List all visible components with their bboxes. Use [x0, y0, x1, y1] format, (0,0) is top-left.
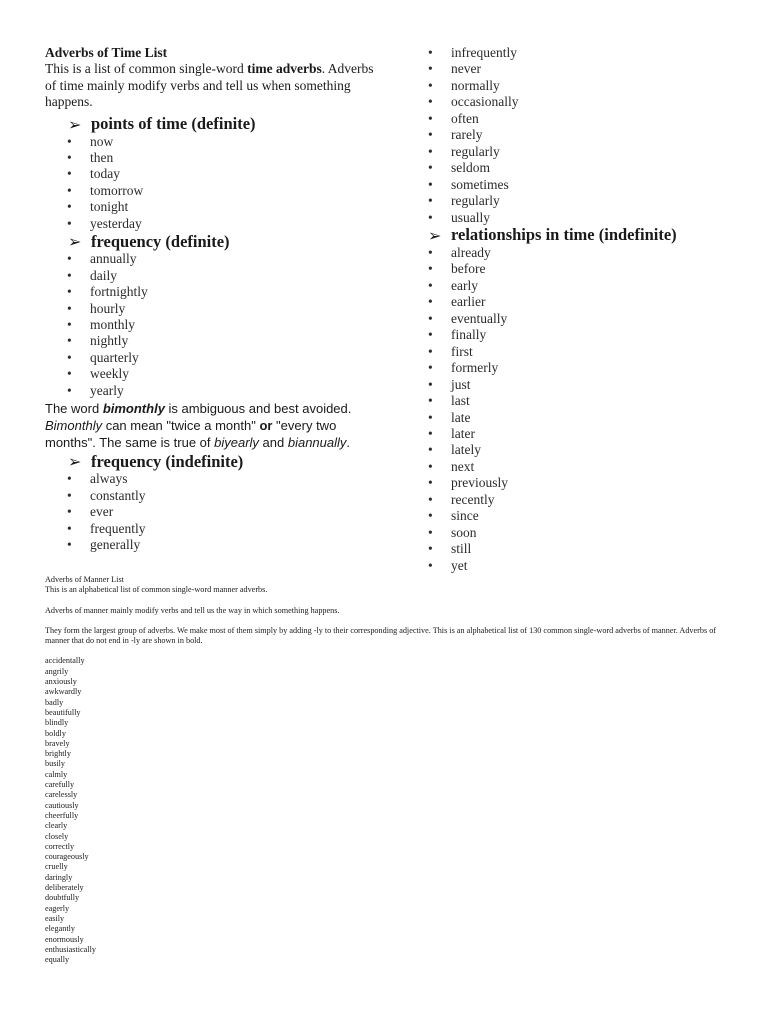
list-item: doubtfully	[45, 893, 80, 903]
list-item: • formerly	[428, 360, 499, 376]
arrow-bullet-icon: ➢	[68, 232, 82, 252]
list-item: • earlier	[428, 294, 486, 310]
heading-label: frequency (definite)	[91, 231, 230, 251]
bullet-icon: •	[67, 133, 72, 149]
list-item: • still	[428, 541, 472, 557]
bullet-icon: •	[428, 310, 433, 326]
bullet-icon: •	[67, 284, 72, 300]
bullet-icon: •	[67, 471, 72, 487]
list-item: courageously	[45, 852, 89, 862]
manner-title: Adverbs of Manner List	[45, 575, 124, 584]
intro-text-end: . Adverbs of time mainly modify verbs and tell us when something happens.	[45, 61, 374, 109]
list-item: cruelly	[45, 862, 68, 872]
list-item: • today	[67, 166, 120, 182]
list-item: elegantly	[45, 924, 76, 934]
bullet-icon: •	[428, 442, 433, 458]
list-item: • infrequently	[428, 45, 517, 60]
list-item: clearly	[45, 821, 68, 831]
list-item: carefully	[45, 780, 75, 790]
manner-paragraph-1: This is an alphabetical list of common single-word manner adverbs.	[45, 585, 268, 595]
bullet-icon: •	[428, 343, 433, 359]
bullet-icon: •	[428, 327, 433, 343]
right-column	[428, 45, 728, 574]
list-item: • last	[428, 393, 470, 409]
heading-frequency-indefinite	[68, 452, 385, 471]
list-item: • weekly	[67, 366, 129, 382]
bullet-icon: •	[67, 149, 72, 165]
list-item: • generally	[67, 537, 141, 553]
bullet-icon: •	[428, 45, 433, 60]
list-item: • before	[428, 261, 486, 277]
heading-frequency-definite	[68, 232, 385, 251]
list-frequency-indefinite-left	[45, 471, 385, 553]
bullet-icon: •	[428, 475, 433, 491]
list-item: easily	[45, 913, 65, 923]
heading-label: frequency (indefinite)	[91, 451, 244, 471]
list-item: eagerly	[45, 903, 70, 913]
bullet-icon: •	[67, 166, 72, 182]
bullet-icon: •	[67, 382, 72, 398]
bullet-icon: •	[428, 360, 433, 376]
bullet-icon: •	[428, 277, 433, 293]
bullet-icon: •	[428, 244, 433, 260]
list-item: cautiously	[45, 800, 79, 810]
intro-text-start: This is a list of common single-word	[45, 61, 248, 76]
bullet-icon: •	[67, 182, 72, 198]
list-item: • usually	[428, 209, 490, 225]
bullet-icon: •	[67, 504, 72, 520]
list-item: • ever	[67, 504, 114, 520]
list-item: • often	[428, 110, 479, 126]
list-item: anxiously	[45, 677, 77, 687]
bullet-icon: •	[428, 458, 433, 474]
list-item: calmly	[45, 769, 68, 779]
list-item: boldly	[45, 728, 66, 738]
bullet-icon: •	[428, 77, 433, 93]
bullet-icon: •	[428, 425, 433, 441]
list-item: • monthly	[67, 317, 136, 333]
list-frequency-definite	[45, 251, 385, 399]
list-item: • recently	[428, 491, 495, 507]
manner-list	[45, 656, 725, 965]
list-item: cheerfully	[45, 810, 79, 820]
list-frequency-indefinite-right	[428, 45, 728, 226]
bullet-icon: •	[428, 541, 433, 557]
arrow-bullet-icon: ➢	[68, 114, 82, 134]
list-item: • yesterday	[67, 215, 142, 231]
list-item: • later	[428, 425, 475, 441]
arrow-bullet-icon: ➢	[68, 452, 82, 472]
list-item: busily	[45, 759, 66, 769]
list-item: • rarely	[428, 127, 483, 143]
page-title: Adverbs of Time List	[45, 45, 168, 60]
bullet-icon: •	[67, 537, 72, 553]
list-item: • yet	[428, 557, 468, 573]
list-item: awkwardly	[45, 687, 82, 697]
list-points-definite	[45, 134, 385, 233]
bullet-icon: •	[428, 160, 433, 176]
list-item: • then	[67, 149, 114, 165]
arrow-bullet-icon: ➢	[428, 225, 442, 245]
list-item: brightly	[45, 749, 71, 759]
bullet-icon: •	[428, 61, 433, 77]
list-relationships-indefinite	[428, 245, 728, 574]
bullet-icon: •	[428, 508, 433, 524]
bullet-icon: •	[428, 261, 433, 277]
list-item: bravely	[45, 738, 70, 748]
bullet-icon: •	[428, 176, 433, 192]
heading-label: relationships in time (indefinite)	[451, 225, 677, 245]
bullet-icon: •	[428, 94, 433, 110]
bullet-icon: •	[67, 487, 72, 503]
list-item: • soon	[428, 524, 477, 540]
bullet-icon: •	[428, 409, 433, 425]
intro-text-bold: time adverbs	[247, 61, 322, 76]
list-item: • never	[428, 61, 481, 77]
list-item: angrily	[45, 666, 69, 676]
list-item: • always	[67, 471, 128, 487]
list-item: • finally	[428, 327, 487, 343]
list-item: • occasionally	[428, 94, 519, 110]
list-item: accidentally	[45, 656, 85, 666]
list-item: • previously	[428, 475, 508, 491]
list-item: • quarterly	[67, 349, 139, 365]
bullet-icon: •	[67, 215, 72, 231]
list-item: • lately	[428, 442, 481, 458]
bullet-icon: •	[67, 349, 72, 365]
list-item: • next	[428, 458, 475, 474]
list-item: • normally	[428, 77, 500, 93]
bullet-icon: •	[428, 376, 433, 392]
bullet-icon: •	[428, 491, 433, 507]
manner-section	[45, 575, 725, 965]
list-item: • early	[428, 277, 478, 293]
left-column	[45, 45, 385, 554]
list-item: • seldom	[428, 160, 490, 176]
bullet-icon: •	[428, 110, 433, 126]
manner-paragraph-3: They form the largest group of adverbs. We make most of them simply by adding -ly to their corresponding adjective. This is an alphabetical list of 130 common single-word adverbs of manner. Adverbs of manner that do not end in -ly are shown in bold.	[45, 625, 717, 646]
bullet-icon: •	[428, 209, 433, 225]
list-item: • hourly	[67, 300, 126, 316]
bullet-icon: •	[67, 520, 72, 536]
bullet-icon: •	[428, 294, 433, 310]
list-item: deliberately	[45, 883, 84, 893]
list-item: • annually	[67, 251, 137, 267]
bullet-icon: •	[67, 333, 72, 349]
heading-relationships-indefinite	[428, 226, 728, 245]
intro-paragraph	[45, 61, 385, 111]
list-item: • already	[428, 244, 491, 260]
bullet-icon: •	[67, 300, 72, 316]
manner-paragraph-2: Adverbs of manner mainly modify verbs and tell us the way in which something happens.	[45, 605, 340, 615]
list-item: • eventually	[428, 310, 508, 326]
bullet-icon: •	[428, 557, 433, 573]
bullet-icon: •	[428, 193, 433, 209]
list-item: • now	[67, 133, 114, 149]
bullet-icon: •	[428, 524, 433, 540]
list-item: enthusiastically	[45, 944, 96, 954]
list-item: • since	[428, 508, 479, 524]
list-item: • first	[428, 343, 473, 359]
list-item: closely	[45, 831, 69, 841]
list-item: blindly	[45, 718, 69, 728]
list-item: beautifully	[45, 707, 81, 717]
list-item: enormously	[45, 934, 84, 944]
list-item: daringly	[45, 872, 73, 882]
list-item: • frequently	[67, 520, 146, 536]
bullet-icon: •	[67, 267, 72, 283]
bullet-icon: •	[428, 143, 433, 159]
list-item: correctly	[45, 841, 75, 851]
list-item: • fortnightly	[67, 284, 148, 300]
list-item: • tomorrow	[67, 182, 144, 198]
list-item: • regularly	[428, 193, 500, 209]
bullet-icon: •	[67, 251, 72, 267]
list-item: equally	[45, 955, 70, 965]
heading-points-definite	[68, 115, 385, 134]
bullet-icon: •	[67, 199, 72, 215]
bullet-icon: •	[67, 317, 72, 333]
list-item: • sometimes	[428, 176, 509, 192]
list-item: • yearly	[67, 382, 124, 398]
list-item: badly	[45, 697, 64, 707]
bullet-icon: •	[428, 127, 433, 143]
heading-label: points of time (definite)	[91, 114, 256, 133]
bimonthly-note: The word bimonthly is ambiguous and best avoided. Bimonthly can mean "twice a month" or "every two months". The same is true of biyearly and biannually.	[45, 401, 352, 451]
list-item: • late	[428, 409, 471, 425]
list-item: • daily	[67, 267, 117, 283]
list-item: • regularly	[428, 143, 500, 159]
bullet-icon: •	[67, 366, 72, 382]
bullet-icon: •	[428, 393, 433, 409]
list-item: • nightly	[67, 333, 129, 349]
list-item: carelessly	[45, 790, 78, 800]
list-item: • just	[428, 376, 471, 392]
list-item: • constantly	[67, 487, 146, 503]
list-item: • tonight	[67, 199, 129, 215]
